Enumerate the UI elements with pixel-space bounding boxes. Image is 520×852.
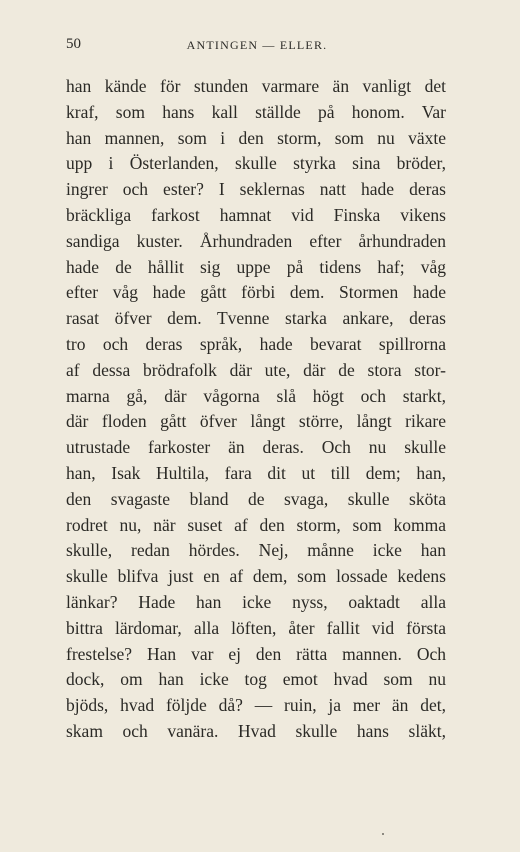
text-line: där floden gått öfver långt större, långt rikare: [66, 411, 446, 432]
text-line: rasat öfver dem. Tvenne starka ankare, deras: [66, 308, 446, 329]
text-line: sandiga kuster. Århundraden efter århundraden: [66, 230, 446, 251]
page-number: 50: [66, 36, 81, 52]
text-line: dock, om han icke tog emot hvad som nu: [66, 669, 446, 690]
text-line: upp i Österlanden, skulle styrka sina bröder,: [66, 153, 446, 174]
text-line: rodret nu, när suset af den storm, som komma: [66, 514, 446, 535]
text-line: bräckliga farkost hamnat vid Finska vikens: [66, 204, 446, 225]
page-header: [66, 36, 448, 56]
text-line: efter våg hade gått förbi dem. Stormen hade: [66, 282, 446, 303]
text-line: ingrer och ester? I seklernas natt hade deras: [66, 179, 446, 200]
running-head: ANTINGEN — ELLER.: [186, 38, 328, 52]
text-line: bittra lärdomar, alla löften, åter fallit vid första: [66, 617, 446, 638]
text-line: han mannen, som i den storm, som nu växte: [66, 127, 446, 148]
text-line: han, Isak Hultila, fara dit ut till dem; han,: [66, 462, 446, 483]
text-line: kraf, som hans kall ställde på honom. Var: [66, 101, 446, 122]
paper-speck: [382, 833, 384, 835]
text-line: skulle, redan hördes. Nej, månne icke han: [66, 540, 446, 561]
text-line: skam och vanära. Hvad skulle hans släkt,: [66, 720, 446, 741]
text-line: bjöds, hvad följde då? — ruin, ja mer än det,: [66, 695, 446, 716]
body-text: [66, 74, 446, 745]
text-line: tro och deras språk, hade bevarat spillrorna: [66, 333, 446, 354]
text-line: den svagaste bland de svaga, skulle sköta: [66, 488, 446, 509]
text-line: länkar? Hade han icke nyss, oaktadt alla: [66, 591, 446, 612]
text-line: frestelse? Han var ej den rätta mannen. Och: [66, 643, 446, 664]
text-line: han kände för stunden varmare än vanligt det: [66, 76, 446, 96]
text-line: af dessa brödrafolk där ute, där de stora stor-: [66, 359, 446, 380]
text-line: marna gå, där vågorna slå högt och starkt,: [66, 385, 446, 406]
text-line: skulle blifva just en af dem, som lossade kedens: [66, 566, 446, 587]
text-line: utrustade farkoster än deras. Och nu skulle: [66, 437, 446, 458]
text-line: hade de hållit sig uppe på tidens haf; våg: [66, 256, 446, 277]
